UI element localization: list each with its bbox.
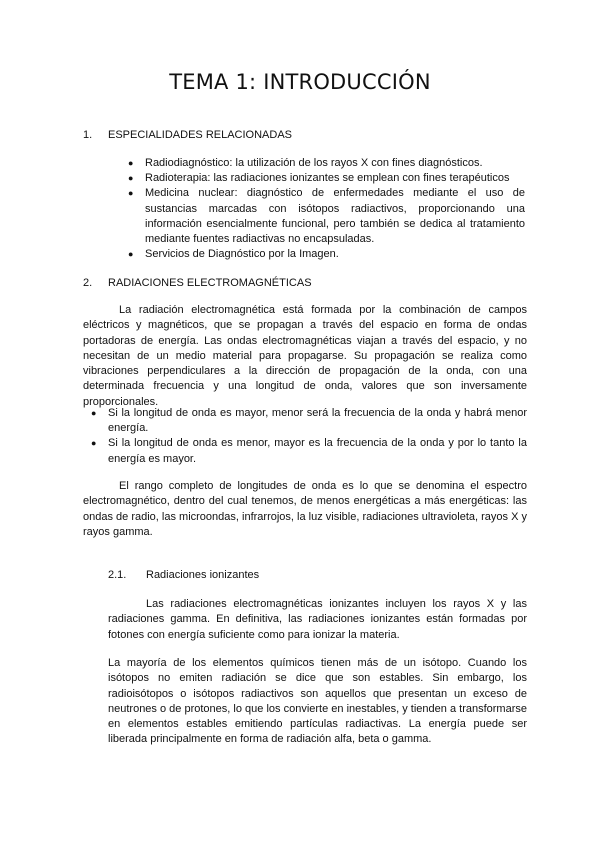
bullet-icon: ● [128,173,134,184]
section-number: 2. [83,277,93,289]
especialidades-list [128,156,525,262]
paragraph-radiacion-electromagnetica: La radiación electromagnética está formada por la combinación de campos eléctricos y magnéticos, que se propagan a través del espacio en forma de ondas portadoras de energía. Las ondas electromagnéticas viajan a través del espacio, y no necesitan de un medio material para propagarse. Su propagación se realiza como vibraciones perpendiculares a la dirección de propagación de la onda, con una determinada frecuencia y una longitud de onda, valores que son inversamente proporcionales. [83,304,527,408]
list-item: ● Si la longitud de onda es mayor, menor será la frecuencia de la onda y habrá menor energía. [91,407,527,435]
section-number: 1. [83,129,93,141]
list-item: ● Si la longitud de onda es menor, mayor es la frecuencia de la onda y por lo tanto la energía es mayor. [91,437,527,465]
bullet-icon: ● [91,438,97,449]
paragraph-espectro: El rango completo de longitudes de onda es lo que se denomina el espectro electromagnético, dentro del cual tenemos, de menos energéticas a más energéticas: las ondas de radio, las microondas, infrarrojos, la luz visible, radiaciones ultravioleta, rayos X y rayos gamma. [83,480,527,538]
bullet-icon: ● [91,408,97,418]
list-item: ● Radiodiagnóstico: la utilización de los rayos X con fines diagnósticos. [145,156,525,171]
page-title: TEMA 1: INTRODUCCIÓN [169,70,431,94]
subsection-number: 2.1. [108,569,127,581]
section-heading-especialidades [83,129,292,141]
bullet-icon: ● [128,188,134,199]
paragraph-isotopos: La mayoría de los elementos químicos tienen más de un isótopo. Cuando los isótopos no emiten radiación se dice que son estables. Sin embargo, los radioisótopos o isótopos radiactivos son aquellos que presentan un exceso de neutrones o de protones, lo que los convierte en inestables, y tienden a transformarse en elementos estables emitiendo partículas radiactivas. La energía puede ser liberada principalmente en forma de radiación alfa, beta o gamma. [108,657,527,746]
list-item: ● Radioterapia: las radiaciones ionizantes se emplean con fines terapéuticos [145,171,525,186]
section-title: ESPECIALIDADES RELACIONADAS [108,129,293,141]
section-title: RADIACIONES ELECTROMAGNÉTICAS [108,277,312,289]
bullet-icon: ● [128,158,134,168]
subsection-title: Radiaciones ionizantes [146,569,260,581]
list-item: ● Medicina nuclear: diagnóstico de enfermedades mediante el uso de sustancias marcadas con isótopos radiactivos, proporcionando una información esencialmente funcional, pero también se dedica al tratamiento mediante fuentes radiactivas no encapsuladas. [128,187,525,246]
section-heading-radiaciones [83,277,312,289]
list-item: ● Servicios de Diagnóstico por la Imagen. [145,247,525,262]
longitud-onda-list [91,406,527,467]
bullet-icon: ● [128,249,134,260]
paragraph-ionizantes: Las radiaciones electromagnéticas ionizantes incluyen los rayos X y las radiaciones gamma. En definitiva, las radiaciones ionizantes están formadas por fotones con energía suficiente como para ionizar la materia. [108,598,527,641]
subsection-heading-ionizantes [108,569,259,581]
